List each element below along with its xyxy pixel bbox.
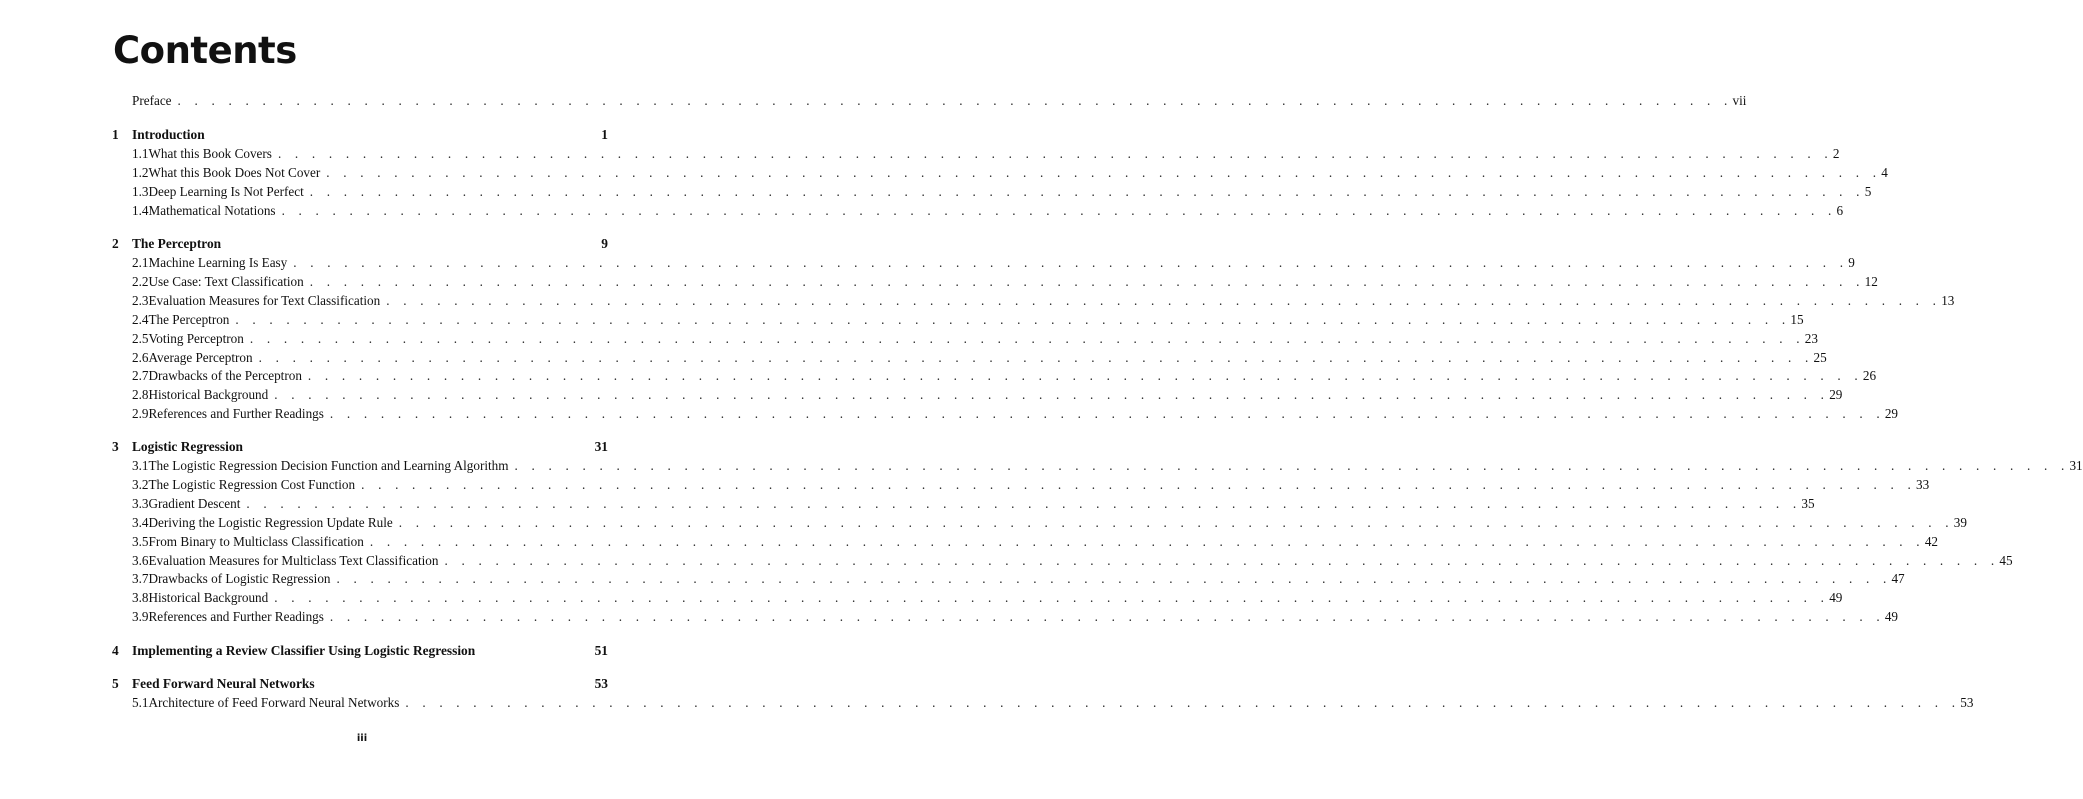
toc-entry-section-2-8[interactable] (132, 386, 1843, 404)
section-title: Evaluation Measures for Text Classification (148, 292, 381, 308)
toc-entry-section-5-1[interactable] (132, 694, 1974, 712)
section-number: 2.6 (132, 349, 149, 365)
chapter-title: The Perceptron (132, 236, 222, 251)
leader-dots: . . . . . . . . . . . . . . . . . . . . . . . . . . . . . . . . . . . . . . . . . . . . . . . . . . . . . . . . . . . . . . . . . . . . . . . . . . . . . . . . . . . . . . . . . . . . (277, 146, 1833, 161)
toc-entry-preface[interactable] (132, 92, 1747, 110)
section-number: 2.8 (132, 387, 149, 403)
section-page: 5 (1864, 183, 1872, 199)
section-page: 12 (1864, 273, 1878, 289)
section-title: Mathematical Notations (148, 202, 276, 218)
toc-entry-section-3-5[interactable] (132, 533, 1938, 551)
section-page: vii (1732, 93, 1747, 108)
leader-dots: . . . . . . . . . . . . . . . . . . . . . . . . . . . . . . . . . . . . . . . . . . . . . . . . . . . . . . . . . . . . . . . . . . . . . . . . . . . . . . . . . . . . . . . . . . . . (398, 514, 1954, 530)
section-number: 3.4 (132, 514, 149, 530)
section-page: 42 (1924, 533, 1938, 549)
section-title: Historical Background (148, 387, 269, 403)
toc-entry-section-2-2[interactable] (132, 273, 1878, 291)
chapter-title: Implementing a Review Classifier Using Logistic Regression (132, 643, 476, 658)
section-title: Drawbacks of the Perceptron (148, 368, 302, 384)
leader-dots: . . . . . . . . . . . . . . . . . . . . . . . . . . . . . . . . . . . . . . . . . . . . . . . . . . . . . . . . . . . . . . . . . . . . . . . . . . . . . . . . . . . . . . . . . . . . (336, 571, 1892, 587)
chapter-number: 2 (112, 236, 119, 251)
section-number: 1.3 (132, 183, 149, 199)
leader-dots: . . . . . . . . . . . . . . . . . . . . . . . . . . . . . . . . . . . . . . . . . . . . . . . . . . . . . . . . . . . . . . . . . . . . . . . . . . . . . . . . . . . . . . . . . . . . (235, 311, 1791, 327)
section-page: 39 (1953, 514, 1967, 530)
toc-entry-section-2-1[interactable] (132, 254, 1855, 272)
section-number: 2.4 (132, 311, 149, 327)
section-number: 2.1 (132, 255, 149, 270)
section-page: 49 (1884, 609, 1899, 625)
section-title: From Binary to Multiclass Classification (148, 533, 364, 549)
toc-entry-section-3-4[interactable] (132, 514, 1967, 532)
toc-entry-section-1-4[interactable] (132, 202, 1844, 220)
section-number: 2.7 (132, 368, 149, 384)
section-title: The Perceptron (148, 311, 230, 327)
section-page: 33 (1916, 476, 1930, 492)
toc-entry-section-2-3[interactable] (132, 292, 1955, 310)
leader-dots: . . . . . . . . . . . . . . . . . . . . . . . . . . . . . . . . . . . . . . . . . . . . . . . . . . . . . . . . . . . . . . . . . . . . . . . . . . . . . . . . . . . . . . . . . . . . (386, 292, 1942, 308)
toc-entry-section-2-6[interactable] (132, 349, 1827, 367)
section-title: Gradient Descent (148, 495, 241, 511)
section-title: Preface (132, 93, 172, 108)
toc-entry-section-2-5[interactable] (132, 330, 1818, 348)
section-title: Evaluation Measures for Multiclass Text Classification (148, 552, 439, 568)
section-number: 1.4 (132, 202, 149, 218)
chapter-title: Feed Forward Neural Networks (132, 676, 315, 691)
section-page: 15 (1790, 311, 1804, 327)
section-page: 2 (1832, 146, 1840, 161)
section-number: 3.8 (132, 590, 149, 606)
section-number: 2.2 (132, 273, 149, 289)
leader-dots: . . . . . . . . . . . . . . . . . . . . . . . . . . . . . . . . . . . . . . . . . . . . . . . . . . . . . . . . . . . . . . . . . . . . . . . . . . . . . . . . . . . . . . . . . . . . (177, 93, 1733, 108)
section-title: References and Further Readings (148, 609, 324, 625)
chapter-page: 53 (594, 676, 608, 691)
section-page: 4 (1881, 164, 1888, 180)
section-title: Average Perceptron (148, 349, 253, 365)
section-title: Deep Learning Is Not Perfect (148, 183, 304, 199)
section-page: 9 (1848, 255, 1855, 270)
section-number: 3.7 (132, 571, 149, 587)
section-page: 45 (1999, 552, 2013, 568)
leader-dots: . . . . . . . . . . . . . . . . . . . . . . . . . . . . . . . . . . . . . . . . . . . . . . . . . . . . . . . . . . . . . . . . . . . . . . . . . . . . . . . . . . . . . . . . . . . . (274, 590, 1830, 606)
chapter-number: 5 (112, 676, 119, 691)
toc-entry-section-2-9[interactable] (132, 405, 1899, 423)
section-number: 1.2 (132, 164, 149, 180)
toc-entry-chapter-4[interactable] (112, 642, 608, 660)
section-number: 3.5 (132, 533, 149, 549)
leader-dots: . . . . . . . . . . . . . . . . . . . . . . . . . . . . . . . . . . . . . . . . . . . . . . . . . . . . . . . . . . . . . . . . . . . . . . . . . . . . . . . . . . . . . . . . . . . . (274, 387, 1830, 403)
leader-dots: . . . . . . . . . . . . . . . . . . . . . . . . . . . . . . . . . . . . . . . . . . . . . . . . . . . . . . . . . . . . . . . . . . . . . . . . . . . . . . . . . . . . . . . . . . . . (281, 202, 1837, 218)
section-page: 23 (1804, 330, 1818, 346)
section-title: What this Book Does Not Cover (148, 164, 321, 180)
leader-dots: . . . . . . . . . . . . . . . . . . . . . . . . . . . . . . . . . . . . . . . . . . . . . . . . . . . . . . . . . . . . . . . . . . . . . . . . . . . . . . . . . . . . . . . . . . . . (514, 458, 2070, 473)
leader-dots: . . . . . . . . . . . . . . . . . . . . . . . . . . . . . . . . . . . . . . . . . . . . . . . . . . . . . . . . . . . . . . . . . . . . . . . . . . . . . . . . . . . . . . . . . . . . (405, 695, 1961, 710)
section-title: Architecture of Feed Forward Neural Networks (148, 695, 400, 710)
leader-dots: . . . . . . . . . . . . . . . . . . . . . . . . . . . . . . . . . . . . . . . . . . . . . . . . . . . . . . . . . . . . . . . . . . . . . . . . . . . . . . . . . . . . . . . . . . . . (329, 609, 1885, 625)
chapter-title: Logistic Regression (132, 439, 243, 454)
section-title: Deriving the Logistic Regression Update Rule (148, 514, 393, 530)
section-title: References and Further Readings (148, 406, 324, 422)
section-page: 49 (1829, 590, 1843, 606)
chapter-page: 1 (601, 127, 608, 142)
leader-dots: . . . . . . . . . . . . . . . . . . . . . . . . . . . . . . . . . . . . . . . . . . . . . . . . . . . . . . . . . . . . . . . . . . . . . . . . . . . . . . . . . . . . . . . . . . . . (369, 533, 1925, 549)
toc-entry-section-3-8[interactable] (132, 589, 1843, 607)
leader-dots: . . . . . . . . . . . . . . . . . . . . . . . . . . . . . . . . . . . . . . . . . . . . . . . . . . . . . . . . . . . . . . . . . . . . . . . . . . . . . . . . . . . . . . . . . . . . (309, 183, 1865, 199)
chapter-number: 4 (112, 643, 119, 658)
chapter-page: 31 (594, 439, 608, 454)
section-number: 2.5 (132, 330, 149, 346)
toc-entry-section-1-2[interactable] (132, 164, 1888, 182)
section-page: 26 (1862, 368, 1877, 384)
toc-entry-section-1-1[interactable] (132, 145, 1840, 163)
toc-entry-section-1-3[interactable] (132, 183, 1872, 201)
leader-dots: . . . . . . . . . . . . . . . . . . . . . . . . . . . . . . . . . . . . . . . . . . . . . . . . . . . . . . . . . . . . . . . . . . . . . . . . . . . . . . . . . . . . . . . . . . . . (329, 406, 1885, 422)
chapter-number: 3 (112, 439, 119, 454)
section-number: 3.6 (132, 552, 149, 568)
section-page: 29 (1884, 406, 1899, 422)
section-number: 2.9 (132, 406, 149, 422)
section-page: 13 (1941, 292, 1955, 308)
section-title: Machine Learning Is Easy (148, 255, 288, 270)
leader-dots: . . . . . . . . . . . . . . . . . . . . . . . . . . . . . . . . . . . . . . . . . . . . . . . . . . . . . . . . . . . . . . . . . . . . . . . . . . . . . . . . . . . . . . . . . . . . (444, 552, 2000, 568)
toc-entry-section-3-6[interactable] (132, 552, 2013, 570)
chapter-number: 1 (112, 127, 119, 142)
leader-dots: . . . . . . . . . . . . . . . . . . . . . . . . . . . . . . . . . . . . . . . . . . . . . . . . . . . . . . . . . . . . . . . . . . . . . . . . . . . . . . . . . . . . . . . . . . . . (326, 164, 1882, 180)
chapter-page: 51 (594, 643, 608, 658)
section-title: Drawbacks of Logistic Regression (148, 571, 331, 587)
section-number: 5.1 (132, 695, 149, 710)
section-page: 29 (1829, 387, 1843, 403)
toc-entry-section-3-9[interactable] (132, 608, 1899, 626)
section-number: 1.1 (132, 146, 149, 161)
section-number: 2.3 (132, 292, 149, 308)
leader-dots: . . . . . . . . . . . . . . . . . . . . . . . . . . . . . . . . . . . . . . . . . . . . . . . . . . . . . . . . . . . . . . . . . . . . . . . . . . . . . . . . . . . . . . . . . . . . (249, 330, 1805, 346)
section-number: 3.1 (132, 458, 149, 473)
leader-dots: . . . . . . . . . . . . . . . . . . . . . . . . . . . . . . . . . . . . . . . . . . . . . . . . . . . . . . . . . . . . . . . . . . . . . . . . . . . . . . . . . . . . . . . . . . . . (293, 255, 1849, 270)
page-number: iii (356, 733, 368, 744)
section-title: What this Book Covers (148, 146, 272, 161)
toc-entry-section-3-1[interactable] (132, 457, 2083, 475)
section-number: 3.2 (132, 476, 149, 492)
leader-dots: . . . . . . . . . . . . . . . . . . . . . . . . . . . . . . . . . . . . . . . . . . . . . . . . . . . . . . . . . . . . . . . . . . . . . . . . . . . . . . . . . . . . . . . . . . . . (361, 476, 1917, 492)
section-page: 53 (1960, 695, 1974, 710)
chapter-page: 9 (601, 236, 608, 251)
section-title: Historical Background (148, 590, 269, 606)
leader-dots: . . . . . . . . . . . . . . . . . . . . . . . . . . . . . . . . . . . . . . . . . . . . . . . . . . . . . . . . . . . . . . . . . . . . . . . . . . . . . . . . . . . . . . . . . . . . (258, 349, 1814, 365)
toc-entry-chapter-2[interactable] (112, 235, 608, 253)
section-title: The Logistic Regression Decision Function and Learning Algorithm (148, 458, 509, 473)
section-page: 31 (2069, 458, 2083, 473)
section-title: The Logistic Regression Cost Function (148, 476, 356, 492)
leader-dots: . . . . . . . . . . . . . . . . . . . . . . . . . . . . . . . . . . . . . . . . . . . . . . . . . . . . . . . . . . . . . . . . . . . . . . . . . . . . . . . . . . . . . . . . . . . . (246, 495, 1802, 511)
section-number: 3.9 (132, 609, 149, 625)
section-page: 6 (1836, 202, 1844, 218)
toc-entry-section-3-3[interactable] (132, 495, 1815, 513)
toc-entry-chapter-1[interactable] (112, 126, 608, 144)
toc-entry-section-3-2[interactable] (132, 476, 1930, 494)
section-title: Voting Perceptron (148, 330, 244, 346)
leader-dots: . . . . . . . . . . . . . . . . . . . . . . . . . . . . . . . . . . . . . . . . . . . . . . . . . . . . . . . . . . . . . . . . . . . . . . . . . . . . . . . . . . . . . . . . . . . . (309, 273, 1865, 289)
toc-entry-section-3-7[interactable] (132, 570, 1905, 588)
section-page: 35 (1801, 495, 1815, 511)
section-page: 47 (1891, 571, 1905, 587)
chapter-title: Introduction (132, 127, 205, 142)
section-page: 25 (1813, 349, 1827, 365)
toc-entry-chapter-5[interactable] (112, 675, 608, 693)
leader-dots: . . . . . . . . . . . . . . . . . . . . . . . . . . . . . . . . . . . . . . . . . . . . . . . . . . . . . . . . . . . . . . . . . . . . . . . . . . . . . . . . . . . . . . . . . . . . (307, 368, 1863, 384)
section-title: Use Case: Text Classification (148, 273, 304, 289)
toc-entry-chapter-3[interactable] (112, 438, 608, 456)
section-number: 3.3 (132, 495, 149, 511)
toc-entry-section-2-4[interactable] (132, 311, 1804, 329)
page-title: Contents (113, 29, 297, 72)
toc-entry-section-2-7[interactable] (132, 367, 1877, 385)
